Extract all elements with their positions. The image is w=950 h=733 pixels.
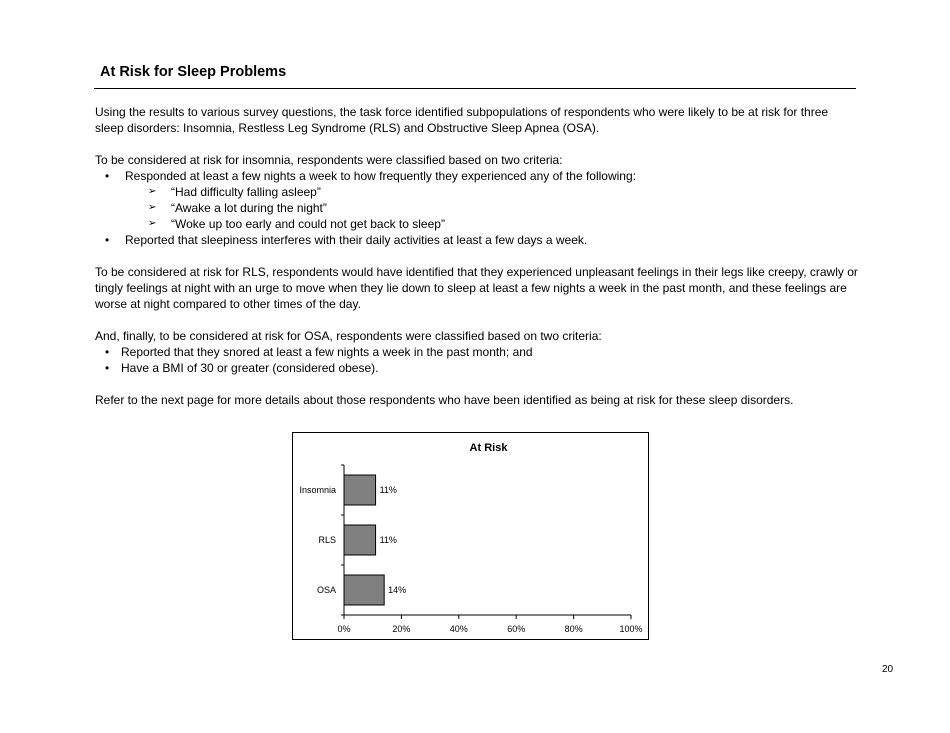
insomnia-criteria-list — [95, 168, 860, 184]
data-label: 11% — [379, 485, 397, 495]
insomnia-criteria-lead: To be considered at risk for insomnia, respondents were classified based on two criteria: — [95, 153, 563, 167]
closing-paragraph: Refer to the next page for more details about those respondents who have been identified as being at risk for these sleep disorders. — [95, 393, 794, 407]
list-item-text: Responded at least a few nights a week to how frequently they experienced any of the following: — [125, 169, 636, 183]
category-label: Insomnia — [299, 485, 336, 495]
list-item — [95, 168, 860, 184]
bar — [344, 575, 384, 605]
list-item-text: Reported that sleepiness interferes with their daily activities at least a few days a week. — [125, 233, 588, 247]
bullet-icon: • — [105, 345, 110, 359]
intro-paragraph: Using the results to various survey questions, the task force identified subpopulations of respondents who were likely to be at risk for three sleep disorders: Insomnia, Restless Leg Syndrome (RLS) and Obstructive Sleep Apnea (OSA). — [95, 105, 829, 135]
chart-title: At Risk — [469, 442, 508, 454]
bullet-icon: • — [105, 233, 110, 247]
x-tick-label: 40% — [449, 624, 468, 634]
list-item — [95, 216, 860, 232]
category-label: RLS — [318, 535, 336, 545]
list-item — [95, 360, 860, 376]
x-tick-label: 60% — [507, 624, 526, 634]
osa-criteria-lead: And, finally, to be considered at risk for OSA, respondents were classified based on two criteria: — [95, 329, 602, 343]
bar — [344, 525, 376, 555]
arrow-bullet-icon: ➢ — [148, 218, 157, 229]
list-item — [95, 344, 860, 360]
page-number: 20 — [882, 664, 894, 675]
insomnia-symptoms-list — [95, 184, 860, 232]
data-label: 11% — [379, 535, 397, 545]
list-item — [95, 200, 860, 216]
list-item-text: Have a BMI of 30 or greater (considered obese). — [121, 361, 379, 375]
list-item — [95, 184, 860, 200]
arrow-bullet-icon: ➢ — [148, 202, 157, 213]
list-item-text: Reported that they snored at least a few nights a week in the past month; and — [121, 345, 533, 359]
category-label: OSA — [316, 585, 336, 595]
rls-paragraph: To be considered at risk for RLS, respondents would have identified that they experienced unpleasant feelings in their legs like creepy, crawly or tingly feelings at night with an urge to move when they lie down to sleep at least a few nights a week in the past month, and these feelings are worse at night compared to other times of the day. — [95, 265, 858, 311]
list-item-text: “Awake a lot during the night” — [171, 201, 327, 215]
page-title: At Risk for Sleep Problems — [100, 64, 287, 80]
x-tick-label: 80% — [564, 624, 583, 634]
data-label: 14% — [388, 585, 407, 595]
insomnia-criteria-list-2 — [95, 232, 860, 248]
document-body — [95, 104, 860, 408]
bullet-icon: • — [105, 169, 110, 183]
x-tick-label: 0% — [337, 624, 351, 634]
chart-canvas — [293, 433, 650, 641]
list-item — [95, 232, 860, 248]
arrow-bullet-icon: ➢ — [148, 186, 157, 197]
x-tick-label: 20% — [392, 624, 411, 634]
title-divider — [94, 88, 856, 89]
at-risk-chart — [292, 432, 649, 640]
osa-criteria-list — [95, 344, 860, 376]
list-item-text: “Had difficulty falling asleep” — [171, 185, 321, 199]
bullet-icon: • — [105, 361, 110, 375]
x-tick-label: 100% — [619, 624, 643, 634]
bar — [344, 475, 376, 505]
list-item-text: “Woke up too early and could not get back to sleep” — [171, 217, 445, 231]
